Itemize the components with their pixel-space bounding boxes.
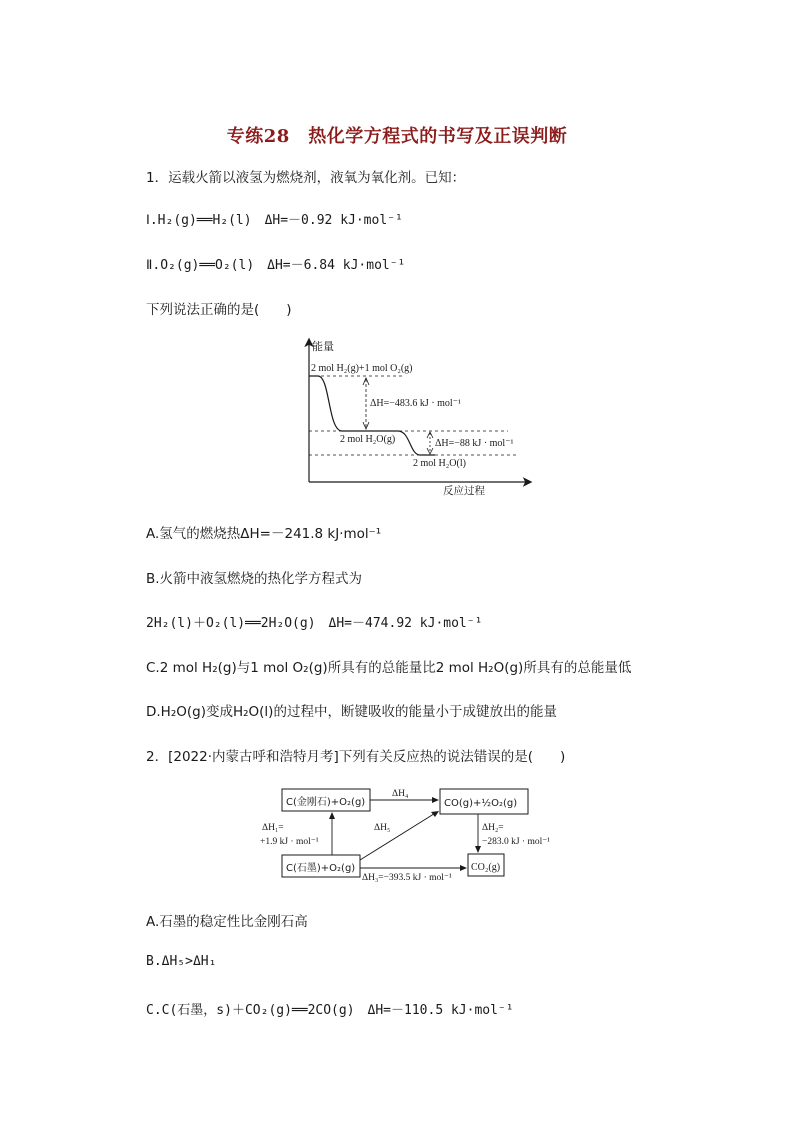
- dh1-label-b: +1.9 kJ · mol⁻¹: [260, 837, 319, 847]
- q1-stem: 1．运载火箭以液氢为燃烧剂，液氧为氧化剂。已知：: [146, 170, 466, 186]
- q1-option-c: C.2 mol H₂(g)与1 mol O₂(g)所具有的总能量比2 mol H₂O(g)所具有的总能量低: [146, 660, 632, 676]
- thermo-cycle-diagram: [252, 780, 552, 890]
- low-level-label: 2 mol H₂O(l): [413, 458, 466, 469]
- q1-option-b-equation: 2H₂(l)＋O₂(l)══2H₂O(g) ΔH=－474.92 kJ·mol⁻¹: [146, 616, 483, 631]
- dh2-label-a: ΔH₂=: [482, 823, 504, 833]
- page-title: 专练28 热化学方程式的书写及正误判断: [226, 126, 568, 147]
- x-axis-label: 反应过程: [443, 485, 485, 497]
- energy-diagram: [280, 334, 540, 504]
- q1-equation-2: Ⅱ.O₂(g)══O₂(l) ΔH=－6.84 kJ·mol⁻¹: [146, 258, 406, 273]
- dh1-label-a: ΔH₁=: [262, 823, 284, 833]
- mid-level-label: 2 mol H₂O(g): [340, 434, 396, 445]
- q2-option-a: A.石墨的稳定性比金刚石高: [146, 914, 308, 930]
- y-axis-label: 能量: [312, 340, 334, 353]
- dh-483-label: ΔH=−483.6 kJ · mol⁻¹: [370, 398, 461, 409]
- q1-option-a: A.氢气的燃烧热ΔH=－241.8 kJ·mol⁻¹: [146, 526, 382, 542]
- svg-text:CO(g)+½O₂(g): CO(g)+½O₂(g): [444, 798, 518, 809]
- q2-option-c: C.C(石墨，s)＋CO₂(g)══2CO(g) ΔH=－110.5 kJ·mol⁻¹: [146, 1003, 514, 1018]
- dh4-label: ΔH₄: [392, 789, 409, 799]
- dh3-label: ΔH₃=−393.5 kJ · mol⁻¹: [362, 873, 452, 883]
- q2-stem: 2．[2022·内蒙古呼和浩特月考]下列有关反应热的说法错误的是( ): [146, 749, 566, 765]
- svg-text:C(金刚石)+O₂(g): C(金刚石)+O₂(g): [286, 797, 366, 808]
- q1-option-d: D.H₂O(g)变成H₂O(l)的过程中，断键吸收的能量小于成键放出的能量: [146, 704, 557, 720]
- dh-88-label: ΔH=−88 kJ · mol⁻¹: [435, 438, 514, 449]
- q1-option-b: B.火箭中液氢燃烧的热化学方程式为: [146, 571, 363, 587]
- top-level-label: 2 mol H₂(g)+1 mol O₂(g): [311, 363, 413, 374]
- dh2-label-b: −283.0 kJ · mol⁻¹: [482, 837, 551, 847]
- q1-ask: 下列说法正确的是( ): [146, 302, 292, 318]
- dh5-label: ΔH₅: [374, 823, 391, 833]
- svg-text:CO₂(g): CO₂(g): [471, 862, 501, 873]
- q1-equation-1: Ⅰ.H₂(g)══H₂(l) ΔH=－0.92 kJ·mol⁻¹: [146, 213, 403, 228]
- svg-text:C(石墨)+O₂(g): C(石墨)+O₂(g): [286, 863, 356, 874]
- q2-option-b: B.ΔH₅>ΔH₁: [146, 954, 217, 969]
